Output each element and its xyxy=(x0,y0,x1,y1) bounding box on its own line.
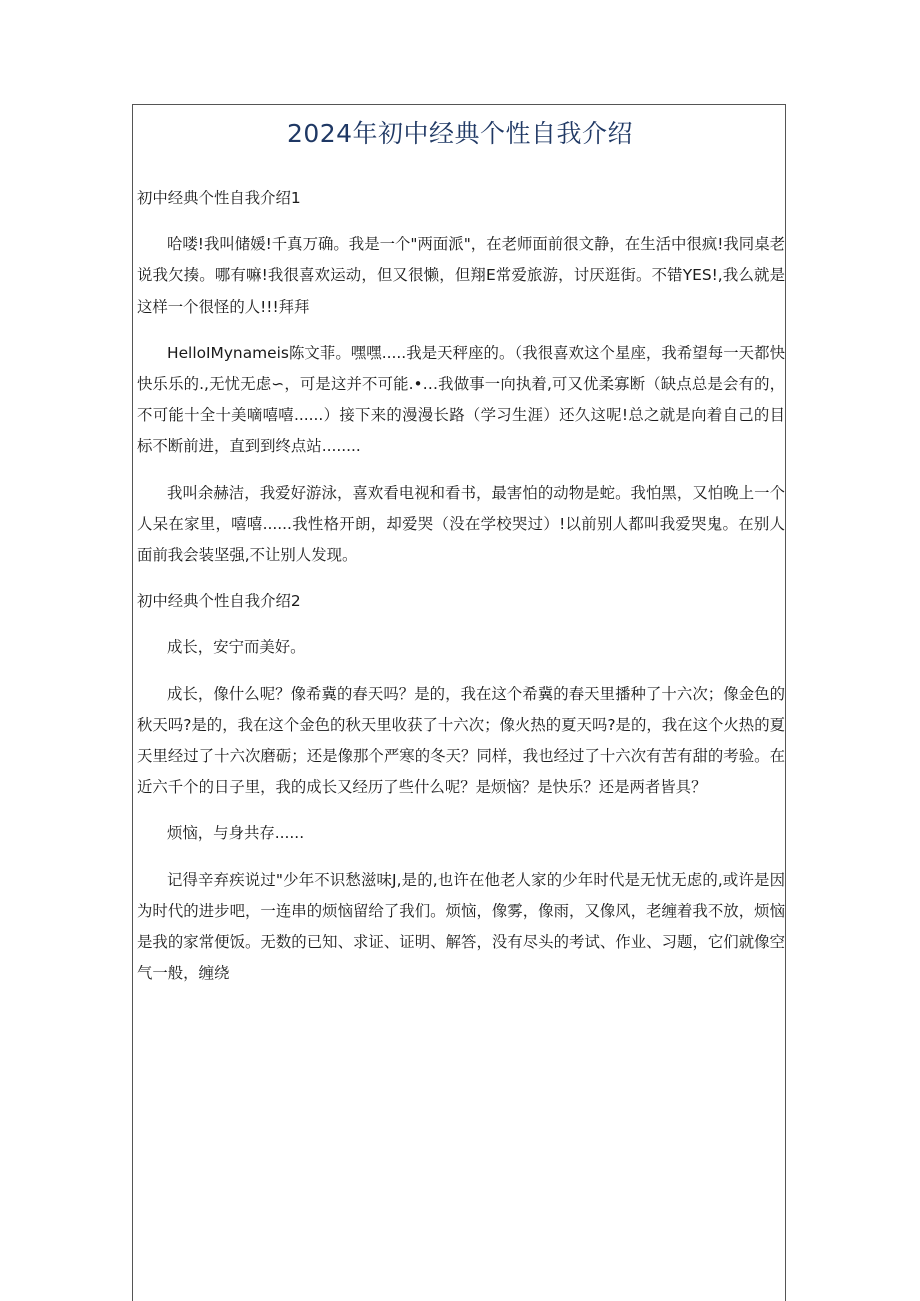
paragraph: 成长，安宁而美好。 xyxy=(167,638,306,657)
paragraph: 成长，像什么呢？像希冀的春天吗？是的，我在这个希冀的春天里播种了十六次；像金色的秋天吗?是的，我在这个金色的秋天里收获了十六次；像火热的夏天吗?是的，我在这个火热的夏天里经过了十六次磨砺；还是像那个严寒的冬天？同样，我也经过了十六次有苦有甜的考验。在近六千个的日子里，我的成长又经历了些什么呢？是烦恼？是快乐？还是两者皆具？ xyxy=(137,684,785,797)
document-body xyxy=(137,183,785,1004)
document-title: 2024年初中经典个性自我介绍 xyxy=(286,119,634,148)
paragraph: 哈喽!我叫储媛!千真万确。我是一个"两面派"，在老师面前很文静，在生活中很疯!我同桌老说我欠揍。哪有嘛!我很喜欢运动，但又很懒，但翔E常爱旅游，讨厌逛街。不错YES!,我么就是这样一个很怪的人!!!拜拜 xyxy=(137,235,785,316)
paragraph: 我叫余赫洁，我爱好游泳，喜欢看电视和看书，最害怕的动物是蛇。我怕黑，又怕晚上一个人呆在家里，嘻嘻......我性格开朗，却爱哭（没在学校哭过）!以前别人都叫我爱哭鬼。在别人面前我会装坚强,不让别人发现。 xyxy=(137,483,785,565)
paragraph: HelloIMynameis陈文菲。嘿嘿.....我是天秤座的。（我很喜欢这个星座，我希望每一天都快快乐乐的.,无忧无虑∽，可是这并不可能.•…我做事一向执着,可又优柔寡断（缺点总是会有的，不可能十全十美嘀嘻嘻......）接下来的漫漫长路（学习生涯）还久这呢!总之就是向着自己的目标不断前进，直到到终点站........ xyxy=(137,343,785,456)
section-heading: 初中经典个性自我介绍1 xyxy=(137,189,301,207)
section-heading: 初中经典个性自我介绍2 xyxy=(137,592,301,611)
paragraph: 烦恼，与身共存...... xyxy=(167,824,305,843)
paragraph: 记得辛弃疾说过"少年不识愁滋味J,是的,也许在他老人家的少年时代是无忧无虑的,或许是因为时代的进步吧，一连串的烦恼留给了我们。烦恼，像雾，像雨，又像风，老缠着我不放，烦恼是我的家常便饭。无数的已知、求证、证明、解答，没有尽头的考试、作业、习题，它们就像空气一般，缠绕 xyxy=(137,870,785,983)
